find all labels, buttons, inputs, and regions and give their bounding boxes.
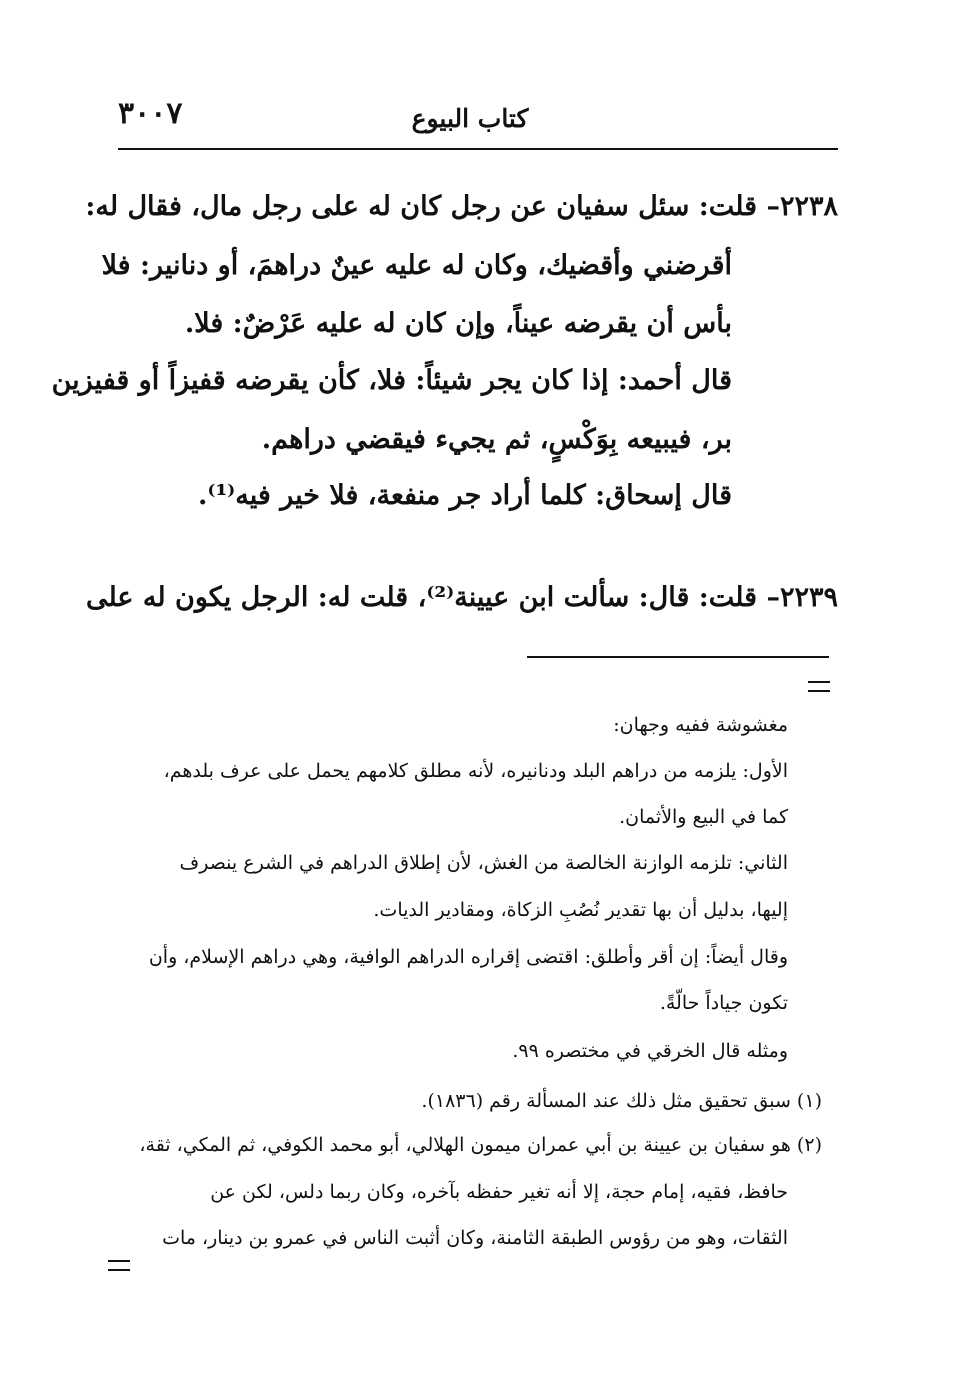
footnote-2-line: (٢) هو سفيان بن عيينة بن أبي عمران ميمون الهلالي، أبو محمد الكوفي، ثم المكي، ثقة، <box>139 1134 822 1156</box>
footnote-line: الأول: يلزمه من دراهم البلد ودنانيره، لأنه مطلق كلامهم يحمل على عرف بلدهم، <box>163 760 788 782</box>
footnote-line: الثاني: تلزمه الوازنة الخالصة من الغش، لأن إطلاق الدراهم في الشرع ينصرف <box>179 852 788 874</box>
footnote-line: تكون جياداً حالّةً. <box>659 992 788 1014</box>
entry-line: بر، فيبيعه بِوَكْسٍ، ثم يجيء فيقضي دراهم. <box>261 424 732 455</box>
entry-line: قال أحمد: إذا كان يجر شيئاً: فلا، كأن يقرضه قفيزاً أو قفيزين <box>51 365 732 396</box>
footnote-2-line: الثقات، وهو من رؤوس الطبقة الثامنة، وكان أثبت الناس في عمرو بن دينار، مات <box>162 1227 788 1249</box>
continuation-mark <box>808 681 830 692</box>
running-title: كتاب البيوع <box>411 104 529 133</box>
footnote-line: إليها، بدليل أن بها تقدير نُصُبِ الزكاة، ومقادير الديات. <box>373 899 788 921</box>
entry-line: ٢٢٣٩– قلت: قال: سألت ابن عيينة⁽²⁾، قلت له: الرجل يكون له على <box>85 582 838 613</box>
entry-line: قال إسحاق: كلما أراد جر منفعة، فلا خير فيه⁽¹⁾. <box>197 480 732 511</box>
footnote-line: وقال أيضاً: إن أقر وأطلق: اقتضى إقراره الدراهم الوافية، وهي دراهم الإسلام، وأن <box>148 946 788 968</box>
footnote-line: مغشوشة ففيه وجهان: <box>613 714 788 736</box>
page-number: ٣٠٠٧ <box>118 96 183 131</box>
continuation-mark <box>108 1260 130 1271</box>
footnote-1: (١) سبق تحقيق مثل ذلك عند المسألة رقم (١٨٣٦). <box>421 1090 822 1112</box>
entry-line: أقرضني وأقضيك، وكان له عليه عينٌ دراهمَ، أو دنانير: فلا <box>101 250 732 281</box>
footnote-line: ومثله قال الخرقي في مختصره ٩٩. <box>512 1040 788 1062</box>
entry-line: بأس أن يقرضه عيناً، وإن كان له عليه عَرْضٌ: فلا. <box>184 308 732 339</box>
footnote-2-line: حافظ، فقيه، إمام حجة، إلا أنه تغير حفظه بآخره، وكان ربما دلس، لكن عن <box>210 1181 788 1203</box>
entry-line: ٢٢٣٨– قلت: سئل سفيان عن رجل كان له على رجل مال، فقال له: <box>85 191 838 222</box>
header-rule <box>118 148 838 150</box>
footnote-line: كما في البيع والأثمان. <box>619 806 788 828</box>
footnote-separator <box>527 656 829 658</box>
